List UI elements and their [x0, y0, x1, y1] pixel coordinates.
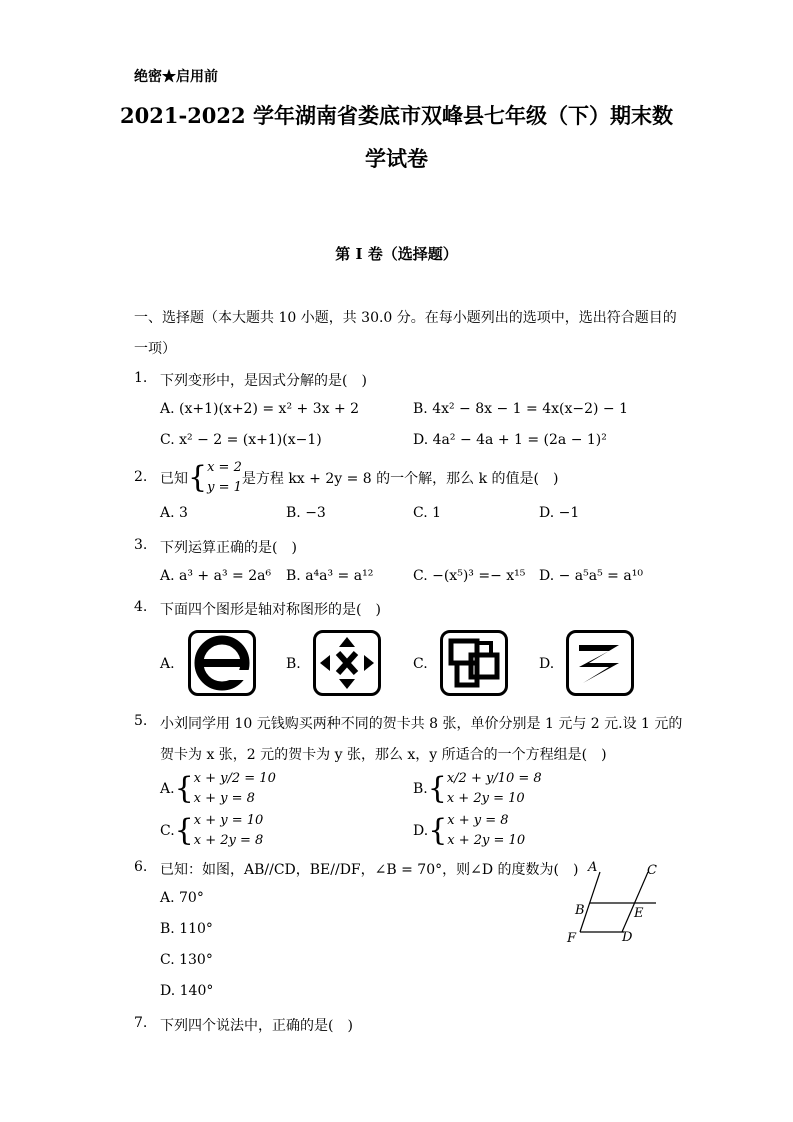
question-stem-line1: 小刘同学用 10 元钱购买两种不同的贺卡共 8 张，单价分别是 1 元与 2 元.设 1 元的 — [160, 716, 683, 732]
question-stem — [160, 458, 558, 498]
s-logo-icon — [566, 630, 634, 696]
question-stem: 下列运算正确的是( ) — [160, 540, 297, 556]
question-number: 7. — [134, 1015, 148, 1031]
option-c: C. −(x⁵)³ =− x¹⁵ — [413, 568, 526, 584]
question-number: 2. — [134, 469, 148, 485]
option-d-label: D. — [539, 656, 555, 672]
option-d: D. 4a² − 4a + 1 = (2a − 1)² — [413, 432, 607, 448]
option-d: D. 140° — [160, 983, 214, 999]
secret-label: 绝密★启用前 — [134, 69, 218, 85]
page-title: 2021-2022 学年湖南省娄底市双峰县七年级（下）期末数 — [120, 103, 673, 128]
label-c: C — [647, 863, 657, 878]
equation-line: x + y = 8 — [193, 791, 255, 806]
brace-icon: { — [427, 771, 447, 806]
equation-line: x + 2y = 10 — [446, 791, 525, 806]
brace-icon: { — [188, 460, 208, 495]
question-number: 5. — [134, 713, 148, 729]
option-c: C. 130° — [160, 952, 213, 968]
part-instructions-line1: 一、选择题（本大题共 10 小题，共 30.0 分。在每小题列出的选项中，选出符合题目的 — [134, 310, 677, 326]
option-b: B. −3 — [286, 505, 326, 521]
label-d: D — [622, 930, 633, 945]
question-number: 1. — [134, 370, 148, 386]
option-c — [160, 810, 263, 852]
page-title-line2: 学试卷 — [365, 146, 428, 171]
brace-icon: { — [174, 771, 194, 806]
option-c-label: C. — [413, 656, 428, 672]
option-a — [160, 768, 276, 810]
e-logo-icon — [188, 630, 256, 696]
option-b: B. a⁴a³ = a¹² — [286, 568, 374, 584]
question-stem-line2: 贺卡为 x 张，2 元的贺卡为 y 张，那么 x，y 所适合的一个方程组是( ) — [160, 747, 607, 763]
label-f: F — [567, 931, 577, 946]
question-number: 6. — [134, 859, 148, 875]
part-instructions-line2: 一项） — [134, 341, 176, 357]
equation-system — [447, 811, 525, 851]
option-a: A. a³ + a³ = 2a⁶ — [160, 568, 272, 584]
option-a: A. 3 — [160, 505, 188, 521]
brace-icon: { — [174, 813, 194, 848]
option-a: A. (x+1)(x+2) = x² + 3x + 2 — [160, 401, 360, 417]
question-number: 3. — [134, 537, 148, 553]
question-stem: 下列变形中，是因式分解的是( ) — [160, 373, 367, 389]
equation-system — [207, 458, 242, 498]
option-d: D. −1 — [539, 505, 580, 521]
question-stem: 下面四个图形是轴对称图形的是( ) — [160, 602, 381, 618]
equation-line: x = 2 — [207, 460, 242, 475]
option-b: B. 110° — [160, 921, 213, 937]
equation-line: x + y/2 = 10 — [193, 771, 276, 786]
option-c: C. x² − 2 = (x+1)(x−1) — [160, 432, 322, 448]
equation-system — [194, 811, 264, 851]
label-a: A — [588, 860, 598, 875]
stem-suffix: 是方程 kx + 2y = 8 的一个解，那么 k 的值是( ) — [241, 471, 559, 487]
question-number: 4. — [134, 599, 148, 615]
equation-line: x + 2y = 10 — [447, 833, 526, 848]
option-b-label: B. — [286, 656, 301, 672]
option-a-label: A. — [160, 656, 175, 672]
label-b: B — [575, 903, 585, 918]
question-stem: 下列四个说法中，正确的是( ) — [160, 1018, 353, 1034]
option-b: B. 4x² − 8x − 1 = 4x(x−2) − 1 — [413, 401, 629, 417]
equation-line: y = 1 — [207, 480, 242, 495]
option-c: C. 1 — [413, 505, 442, 521]
knot-icon — [440, 630, 508, 696]
option-a: A. 70° — [160, 890, 204, 906]
label-e: E — [634, 906, 644, 921]
question-stem: 已知：如图，AB//CD，BE//DF，∠B = 70°，则∠D 的度数为( ) — [160, 862, 579, 878]
option-label: B. — [413, 781, 428, 797]
equation-line: x + 2y = 8 — [193, 833, 264, 848]
stem-prefix: 已知 — [160, 471, 188, 487]
option-d — [413, 810, 525, 852]
equation-line: x + y = 10 — [193, 813, 264, 828]
option-label: D. — [413, 823, 429, 839]
geometry-figure — [560, 858, 670, 950]
brace-icon: { — [428, 813, 448, 848]
option-label: C. — [160, 823, 175, 839]
equation-line: x + y = 8 — [447, 813, 509, 828]
equation-line: x/2 + y/10 = 8 — [446, 771, 542, 786]
equation-system — [194, 769, 276, 809]
arrows-x-icon — [313, 630, 381, 696]
option-d: D. − a⁵a⁵ = a¹⁰ — [539, 568, 643, 584]
section-heading: 第 I 卷（选择题） — [335, 245, 458, 263]
equation-system — [447, 769, 542, 809]
option-label: A. — [160, 781, 175, 797]
option-b — [413, 768, 542, 810]
